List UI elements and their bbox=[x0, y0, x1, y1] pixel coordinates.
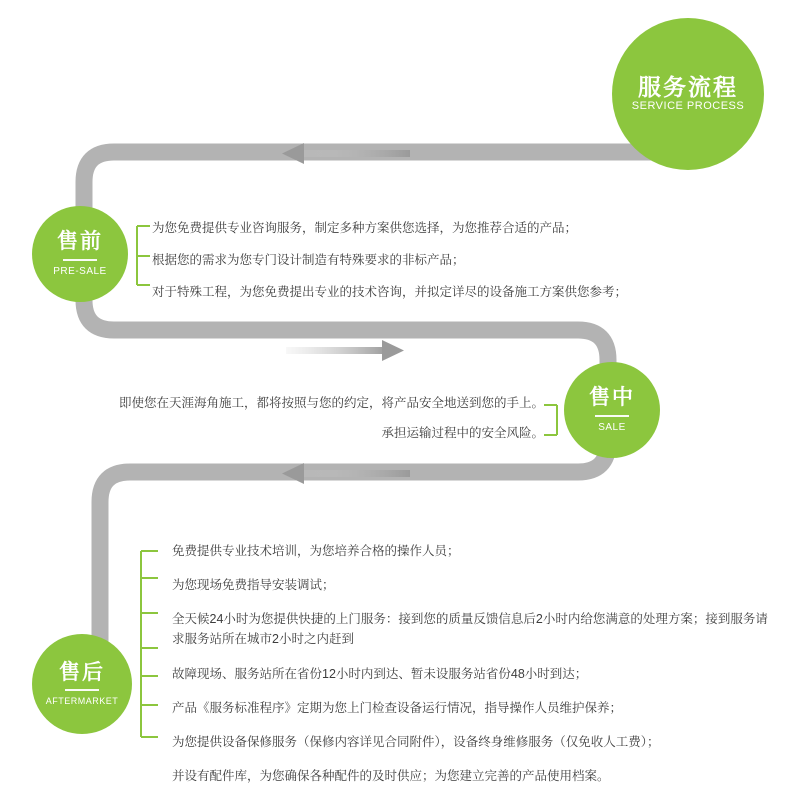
divider bbox=[65, 689, 99, 691]
pre-sale-line-1: 为您免费提供专业咨询服务，制定多种方案供您选择，为您推荐合适的产品； bbox=[152, 221, 578, 235]
aftermarket-line-2: 为您现场免费指导安装调试； bbox=[172, 578, 335, 593]
stage-badge-sale bbox=[564, 362, 660, 458]
title-badge-cn: 服务流程 bbox=[638, 73, 738, 100]
title-badge-en: SERVICE PROCESS bbox=[631, 100, 745, 113]
sale-line-2: 承担运输过程中的安全风险。 bbox=[381, 426, 544, 441]
aftermarket-line-5: 产品《服务标准程序》定期为您上门检查设备运行情况，指导操作人员维护保养； bbox=[172, 701, 623, 716]
pre-sale-line-2: 根据您的需求为您专门设计制造有特殊要求的非标产品； bbox=[152, 253, 465, 268]
pre-sale-line-3: 对于特殊工程，为您免费提出专业的技术咨询，并拟定详尽的设备施工方案供您参考； bbox=[152, 285, 628, 300]
aftermarket-line-6: 为您提供设备保修服务（保修内容详见合同附件），设备终身维修服务（仅免收人工费）； bbox=[172, 735, 660, 750]
aftermarket-bracket bbox=[141, 551, 158, 737]
presale-bracket bbox=[137, 226, 150, 285]
divider bbox=[595, 415, 629, 417]
sale-bracket bbox=[544, 405, 557, 435]
stage-badge-sale-en: SALE bbox=[598, 421, 626, 433]
aftermarket-line-1: 免费提供专业技术培训，为您培养合格的操作人员； bbox=[172, 544, 460, 558]
stage-badge-pre-sale-en: PRE-SALE bbox=[53, 265, 107, 277]
stage-badge-sale-cn: 售中 bbox=[589, 386, 635, 410]
stage-badge-aftermarket bbox=[32, 634, 132, 734]
stage-badge-pre-sale-cn: 售前 bbox=[57, 230, 103, 254]
aftermarket-line-3: 全天候24小时为您提供快捷的上门服务：接到您的质量反馈信息后2小时内给您满意的处理方案；接到服务请求服务站所在城市2小时之内赶到 bbox=[172, 612, 768, 646]
stage-badge-aftermarket-cn: 售后 bbox=[59, 661, 105, 685]
aftermarket-line-4: 故障现场、服务站所在省份12小时内到达、暂未设服务站省份48小时到达； bbox=[172, 667, 588, 681]
divider bbox=[63, 259, 97, 261]
title-badge bbox=[612, 18, 764, 170]
sale-text-block bbox=[104, 388, 544, 448]
pre-sale-text-block bbox=[152, 212, 652, 308]
stage-badge-pre-sale bbox=[32, 206, 128, 302]
stage-badge-aftermarket-en: AFTERMARKET bbox=[45, 696, 119, 707]
aftermarket-line-7: 并设有配件库，为您确保各种配件的及时供应；为您建立完善的产品使用档案。 bbox=[172, 769, 610, 784]
arrow-right-mid bbox=[286, 340, 404, 361]
sale-line-1: 即使您在天涯海角施工，都将按照与您的约定，将产品安全地送到您的手上。 bbox=[118, 396, 544, 410]
aftermarket-text-block bbox=[172, 534, 772, 794]
